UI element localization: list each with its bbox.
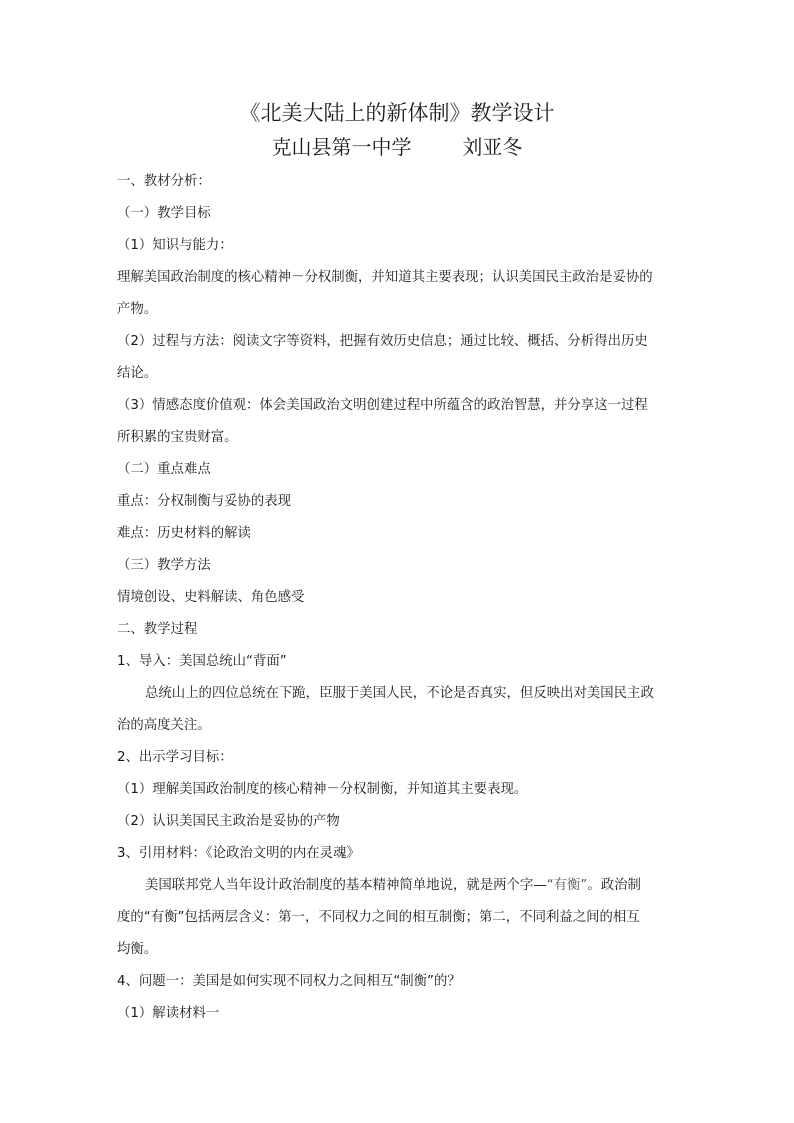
paragraph-line: 4、问题一：美国是如何实现不同权力之间相互“制衡”的？ — [117, 974, 461, 989]
paragraph-line: （2）过程与方法：阅读文字等资料，把握有效历史信息；通过比较、概括、分析得出历史 — [117, 334, 648, 349]
quoted-term: “有衡” — [546, 878, 588, 893]
paragraph-line — [145, 876, 715, 896]
paragraph-line: 总统山上的四位总统在下跪，臣服于美国人民，不论是否真实，但反映出对美国民主政 — [145, 686, 654, 701]
paragraph-line: 重点：分权制衡与妥协的表现 — [117, 494, 292, 509]
paragraph-line: 情境创设、史料解读、角色感受 — [117, 590, 305, 605]
paragraph-line: 产物。 — [117, 302, 158, 317]
paragraph-line: （1）解读材料一 — [117, 1006, 220, 1021]
paragraph-line: 治的高度关注。 — [117, 718, 211, 733]
paragraph-line: 2、出示学习目标： — [117, 750, 233, 765]
subsection-heading: （二）重点难点 — [117, 462, 211, 477]
paragraph-line: （2）认识美国民主政治是妥协的产物 — [117, 814, 340, 829]
document-title: 《北美大陆上的新体制》教学设计 — [239, 101, 555, 125]
paragraph-line: 3、引用材料：《论政治文明的内在灵魂》 — [117, 846, 360, 861]
paragraph-line: （1）理解美国政治制度的核心精神－分权制衡，并知道其主要表现。 — [117, 782, 528, 797]
paragraph-line: 度的“有衡”包括两层含义：第一，不同权力之间的相互制衡；第二，不同利益之间的相互 — [117, 910, 640, 925]
author-line: 克山县第一中学 刘亚冬 — [271, 135, 523, 159]
paragraph-text: 美国联邦党人当年设计政治制度的基本精神简单地说，就是两个字— — [145, 878, 547, 893]
paragraph-line: 均衡。 — [117, 942, 158, 957]
paragraph-line: 难点：历史材料的解读 — [117, 526, 251, 541]
paragraph-line: 1、导入：美国总统山“背面” — [117, 654, 287, 669]
subsection-heading: （一）教学目标 — [117, 206, 211, 221]
paragraph-line: 所积累的宝贵财富。 — [117, 430, 238, 445]
paragraph-line: 结论。 — [117, 366, 158, 381]
paragraph-line: 理解美国政治制度的核心精神－分权制衡，并知道其主要表现；认识美国民主政治是妥协的 — [117, 270, 653, 285]
paragraph-line: （1）知识与能力： — [117, 238, 233, 253]
section-heading: 一、教材分析： — [117, 174, 211, 189]
paragraph-text: 。政治制 — [587, 878, 641, 893]
paragraph-line: （3）情感态度价值观：体会美国政治文明创建过程中所蕴含的政治智慧，并分享这一过程 — [117, 398, 648, 413]
subsection-heading: （三）教学方法 — [117, 558, 211, 573]
section-heading: 二、教学过程 — [117, 622, 198, 637]
